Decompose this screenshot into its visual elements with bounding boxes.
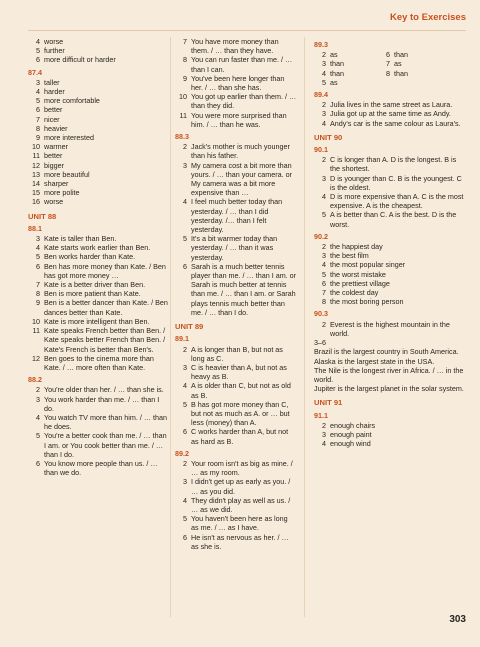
answer-text: Kate starts work earlier than Ben.	[44, 243, 151, 253]
answer-item	[175, 74, 297, 92]
answer-item	[28, 395, 168, 413]
answer-text: I didn't get up as early as you. / … as you did.	[191, 477, 291, 496]
answer-number: 5	[36, 46, 40, 56]
answer-text: more comfortable	[44, 96, 100, 106]
answer-number: 5	[322, 77, 326, 87]
answer-item	[28, 37, 168, 46]
answer-number: 11	[32, 151, 40, 161]
answer-text: He isn't as nervous as her. / … as she is.	[191, 532, 289, 551]
answer-line: 3–6	[314, 338, 326, 348]
answer-number: 5	[36, 96, 40, 106]
answer-text: better	[44, 151, 63, 161]
answer-text: Julia lives in the same street as Laura.	[330, 100, 453, 110]
answer-text: the happiest day	[330, 242, 383, 252]
answer-number: 8	[183, 55, 187, 65]
answer-text: Kate is taller than Ben.	[44, 234, 117, 244]
answer-number: 6	[183, 427, 187, 437]
answer-number: 6	[36, 458, 40, 468]
answer-number: 12	[32, 353, 40, 363]
answer-text: as	[330, 50, 338, 60]
answer-number: 8	[386, 68, 390, 78]
answer-item	[175, 459, 297, 477]
answer-text: the most boring person	[330, 297, 404, 307]
answer-number: 2	[322, 420, 326, 430]
answer-text: My camera cost a bit more than yours. / … than your camera. or My camera was a bit more expensive than …	[191, 160, 293, 198]
answer-item	[28, 124, 168, 133]
answer-number: 4	[183, 197, 187, 207]
section-heading: 89.2	[175, 448, 189, 458]
section-heading: 88.2	[28, 375, 42, 385]
answer-column-3	[314, 37, 464, 448]
answer-line: Alaska is the largest state in the USA.	[314, 356, 435, 366]
answer-text: than	[394, 68, 408, 78]
answer-column-1	[28, 37, 168, 477]
answer-item	[28, 197, 168, 206]
answer-number: 11	[32, 326, 40, 336]
answer-text: worse	[44, 197, 64, 207]
answer-item	[175, 496, 297, 514]
answer-number: 2	[322, 242, 326, 252]
answer-item	[175, 400, 297, 428]
answer-text: more polite	[44, 188, 80, 198]
answer-item	[28, 115, 168, 124]
answer-text: sharper	[44, 179, 69, 189]
answer-item	[28, 96, 168, 105]
answer-number: 3	[183, 160, 187, 170]
answer-number: 2	[183, 142, 187, 152]
answer-text: Kate is a better driver than Ben.	[44, 280, 146, 290]
answer-item	[28, 179, 168, 188]
answer-item	[314, 78, 464, 87]
answer-text: worse	[44, 37, 64, 46]
answer-text: than	[330, 68, 344, 78]
answer-text: Jack's mother is much younger than his father.	[191, 142, 290, 161]
answer-text: more difficult or harder	[44, 55, 116, 65]
answer-text: taller	[44, 77, 60, 87]
answer-number: 3	[322, 59, 326, 69]
answer-text: as	[330, 77, 338, 87]
section-heading: 89.4	[314, 90, 328, 100]
answer-item	[314, 430, 464, 439]
unit-heading: UNIT 90	[314, 132, 343, 142]
answer-text: You watch TV more than him. / … than he does.	[44, 412, 168, 432]
answer-item	[28, 385, 168, 394]
answer-number: 6	[36, 55, 40, 65]
column-divider	[170, 37, 171, 617]
answer-number: 9	[183, 73, 187, 83]
answer-item	[314, 297, 464, 306]
answer-text: They didn't play as well as us. / … as we did.	[191, 495, 291, 514]
answer-text: D is younger than C. B is the youngest. C is the oldest.	[330, 173, 462, 192]
answer-number: 3	[36, 394, 40, 404]
answer-item	[314, 421, 464, 430]
answer-text: warmer	[44, 142, 68, 152]
answer-text: heavier	[44, 123, 68, 133]
answer-number: 13	[32, 169, 40, 179]
answer-item	[175, 381, 297, 399]
answer-text: further	[44, 46, 65, 56]
answer-text: the coldest day	[330, 288, 379, 298]
answer-text: Ben is more patient than Kate.	[44, 289, 141, 299]
answer-number: 7	[36, 114, 40, 124]
answer-number: 2	[183, 344, 187, 354]
answer-item	[28, 161, 168, 170]
answer-text: You have more money than them. / … than they have.	[191, 37, 279, 56]
answer-number: 3	[322, 173, 326, 183]
answer-pair-row	[314, 59, 464, 68]
answer-number: 3	[322, 429, 326, 439]
answer-number: 3	[36, 77, 40, 87]
unit-heading: UNIT 91	[314, 398, 343, 408]
answer-item	[175, 37, 297, 55]
section-heading: 88.3	[175, 132, 189, 142]
answer-number: 3	[183, 362, 187, 372]
unit-heading: UNIT 88	[28, 211, 57, 221]
answer-text: more interested	[44, 133, 94, 143]
answer-item	[28, 142, 168, 151]
answer-number: 4	[183, 495, 187, 505]
answer-item	[314, 109, 464, 118]
section-heading: 89.3	[314, 40, 328, 49]
answer-item	[28, 170, 168, 179]
answer-number: 2	[36, 385, 40, 395]
answer-item	[28, 78, 168, 87]
answer-text: than	[330, 59, 344, 69]
answer-text: Sarah is a much better tennis player than me. / … than I am. or Sarah is much better at tennis than me. / … than I am. or Sarah plays tennis much better than me. / … than I do.	[191, 261, 297, 317]
answer-number: 14	[32, 179, 40, 189]
answer-item	[314, 210, 464, 228]
answer-number: 4	[36, 37, 40, 46]
answer-number: 4	[322, 439, 326, 449]
answer-item	[28, 280, 168, 289]
answer-number: 8	[36, 123, 40, 133]
answer-item	[175, 55, 297, 73]
answer-text: enough chairs	[330, 420, 376, 430]
answer-text: Ben has more money than Kate. / Ben has got more money …	[44, 261, 166, 280]
answer-number: 3	[322, 251, 326, 261]
answer-text: C is heavier than A, but not as heavy as B.	[191, 362, 287, 382]
answer-number: 5	[183, 399, 187, 409]
header-rule	[28, 30, 466, 31]
answer-number: 3	[183, 477, 187, 487]
answer-text: enough paint	[330, 429, 372, 439]
answer-number: 16	[32, 197, 40, 207]
answer-item	[175, 142, 297, 160]
answer-text: the most popular singer	[330, 260, 406, 270]
answer-text: Ben works harder than Kate.	[44, 252, 136, 262]
answer-item	[314, 119, 464, 128]
answer-item	[28, 151, 168, 160]
answer-text: Andy's car is the same colour as Laura's.	[330, 118, 461, 128]
section-heading: 90.1	[314, 145, 328, 155]
answer-number: 3	[36, 234, 40, 244]
answer-item	[175, 92, 297, 110]
answer-number: 6	[36, 105, 40, 115]
section-heading: 88.1	[28, 223, 42, 233]
answer-item	[28, 326, 168, 354]
answer-number: 7	[183, 37, 187, 46]
answer-number: 4	[36, 412, 40, 422]
answer-text: the best film	[330, 251, 369, 261]
answer-item	[28, 188, 168, 197]
answer-text: You're older than her. / … than she is.	[44, 385, 164, 395]
section-heading: 90.2	[314, 231, 328, 241]
answer-item	[28, 46, 168, 55]
answer-item	[175, 197, 297, 234]
answer-item	[314, 192, 464, 210]
answer-text: than	[394, 50, 408, 60]
answer-text: better	[44, 105, 63, 115]
answer-number: 6	[183, 261, 187, 271]
answer-number: 9	[36, 133, 40, 143]
answer-text: A is longer than B, but not as long as C.	[191, 344, 283, 363]
answer-text: Kate is more intelligent than Ben.	[44, 316, 150, 326]
answer-number: 2	[322, 100, 326, 110]
answer-number: 4	[322, 118, 326, 128]
answer-item	[175, 533, 297, 551]
answer-item	[175, 427, 297, 445]
answer-number: 3	[322, 109, 326, 119]
answer-item	[314, 100, 464, 109]
answer-number: 6	[183, 532, 187, 542]
answer-number: 2	[183, 458, 187, 468]
answer-text: Everest is the highest mountain in the world.	[330, 319, 450, 338]
answer-text: You're a better cook than me. / … than I am. or You cook better than me. / … than I do.	[44, 431, 167, 459]
answer-item	[175, 111, 297, 129]
answer-item	[175, 363, 297, 381]
answer-item	[28, 105, 168, 114]
answer-pair-row	[314, 69, 464, 78]
answer-text: the prettiest village	[330, 278, 390, 288]
answer-number: 5	[36, 252, 40, 262]
answer-text: You were more surprised than him. / … than he was.	[191, 110, 287, 129]
answer-text: You've been here longer than her. / … than she has.	[191, 73, 285, 93]
answer-number: 2	[322, 155, 326, 165]
answer-text: Kate speaks French better than Ben. / Kate speaks better French than Ben. / Kate's French is better than Ben's.	[44, 326, 166, 354]
answer-item	[314, 242, 464, 251]
answer-text: You can run faster than me. / … than I can.	[191, 55, 293, 74]
answer-item	[175, 345, 297, 363]
answer-item	[28, 243, 168, 252]
answer-text: nicer	[44, 114, 60, 124]
answer-item	[28, 459, 168, 477]
answer-number: 6	[36, 261, 40, 271]
answer-text: as	[394, 59, 402, 69]
answer-item	[314, 270, 464, 279]
answer-text: You know more people than us. / … than we do.	[44, 458, 158, 478]
page-header-title: Key to Exercises	[389, 12, 466, 23]
answer-text: Julia got up at the same time as Andy.	[330, 109, 451, 119]
answer-item	[28, 298, 168, 316]
answer-number: 4	[183, 381, 187, 391]
answer-text: bigger	[44, 160, 64, 170]
section-heading: 89.1	[175, 334, 189, 344]
answer-item	[314, 155, 464, 173]
answer-number: 10	[179, 92, 187, 102]
answer-item	[175, 262, 297, 317]
answer-text: You got up earlier than them. / … than they did.	[191, 92, 297, 111]
answer-number: 7	[322, 288, 326, 298]
answer-item	[175, 234, 297, 262]
answer-text: C works harder than A, but not as hard as B.	[191, 427, 289, 446]
answer-number: 6	[322, 278, 326, 288]
answer-text: enough wind	[330, 439, 371, 449]
answer-line: Brazil is the largest country in South America.	[314, 347, 459, 357]
answer-item	[28, 317, 168, 326]
answer-number: 8	[36, 289, 40, 299]
answer-item	[175, 514, 297, 532]
answer-line: Jupiter is the largest planet in the solar system.	[314, 384, 464, 394]
answer-item	[314, 320, 464, 338]
answer-number: 5	[183, 234, 187, 244]
answer-item	[28, 55, 168, 64]
answer-text: the worst mistake	[330, 269, 386, 279]
answer-number: 2	[322, 319, 326, 329]
section-heading: 90.3	[314, 309, 328, 319]
answer-number: 4	[322, 260, 326, 270]
answer-text: harder	[44, 87, 65, 97]
answer-item	[314, 288, 464, 297]
answer-text: Your room isn't as big as mine. / … as my room.	[191, 458, 293, 478]
answer-number: 15	[32, 188, 40, 198]
answer-item	[28, 234, 168, 243]
answer-text: C is longer than A. D is the longest. B is the shortest.	[330, 155, 457, 174]
answer-text: I feel much better today than yesterday. / … than I did yesterday. /… than I felt yesterday.	[191, 197, 283, 235]
answer-item	[314, 174, 464, 192]
unit-heading: UNIT 89	[175, 322, 204, 332]
answer-text: You work harder than me. / … than I do.	[44, 394, 160, 413]
answer-number: 10	[32, 316, 40, 326]
answer-text: Ben goes to the cinema more than Kate. / … more often than Kate.	[44, 353, 154, 372]
answer-number: 4	[36, 243, 40, 253]
answer-column-2	[175, 37, 297, 551]
answer-number: 5	[36, 431, 40, 441]
answer-text: Ben is a better dancer than Kate. / Ben dances better than Kate.	[44, 298, 168, 317]
answer-text: A is older than C, but not as old as B.	[191, 381, 291, 400]
answer-number: 4	[36, 87, 40, 97]
answer-number: 11	[179, 110, 187, 120]
answer-text: It's a bit warmer today than yesterday. / … than it was yesterday.	[191, 234, 278, 262]
answer-line: The Nile is the longest river in Africa. / … in the world.	[314, 365, 464, 384]
answer-number: 7	[36, 280, 40, 290]
answer-item	[28, 87, 168, 96]
answer-item	[175, 161, 297, 198]
answer-number: 5	[322, 210, 326, 220]
answer-number: 4	[322, 192, 326, 202]
answer-item	[28, 133, 168, 142]
answer-item	[28, 354, 168, 372]
answer-text: A is better than C. A is the best. D is the worst.	[330, 210, 457, 229]
section-heading: 91.1	[314, 410, 328, 420]
answer-item	[28, 262, 168, 280]
answer-text: B has got more money than C, but not as much as A. or … but less (money) than A.	[191, 399, 290, 428]
answer-item	[28, 289, 168, 298]
answer-item	[175, 477, 297, 495]
answer-item	[28, 252, 168, 261]
answer-item	[314, 260, 464, 269]
answer-number: 10	[32, 142, 40, 152]
section-heading: 87.4	[28, 67, 42, 77]
answer-item	[314, 279, 464, 288]
answer-number: 6	[386, 50, 390, 60]
answer-pair-row	[314, 50, 464, 59]
answer-number: 12	[32, 160, 40, 170]
answer-text: You haven't been here as long as me. / … as I have.	[191, 514, 288, 533]
answer-text: more beautiful	[44, 169, 90, 179]
page-number: 303	[449, 614, 466, 625]
answer-text: D is more expensive than A. C is the most expensive. A is the cheapest.	[330, 192, 464, 211]
answer-item	[314, 439, 464, 448]
answer-number: 2	[322, 50, 326, 60]
answer-item	[28, 431, 168, 459]
answer-item	[28, 413, 168, 431]
answer-number: 4	[322, 68, 326, 78]
answer-number: 5	[183, 514, 187, 524]
answer-number: 8	[322, 297, 326, 307]
answer-item	[314, 251, 464, 260]
column-divider	[304, 37, 305, 617]
answer-number: 7	[386, 59, 390, 69]
answer-number: 9	[36, 298, 40, 308]
answer-number: 5	[322, 269, 326, 279]
